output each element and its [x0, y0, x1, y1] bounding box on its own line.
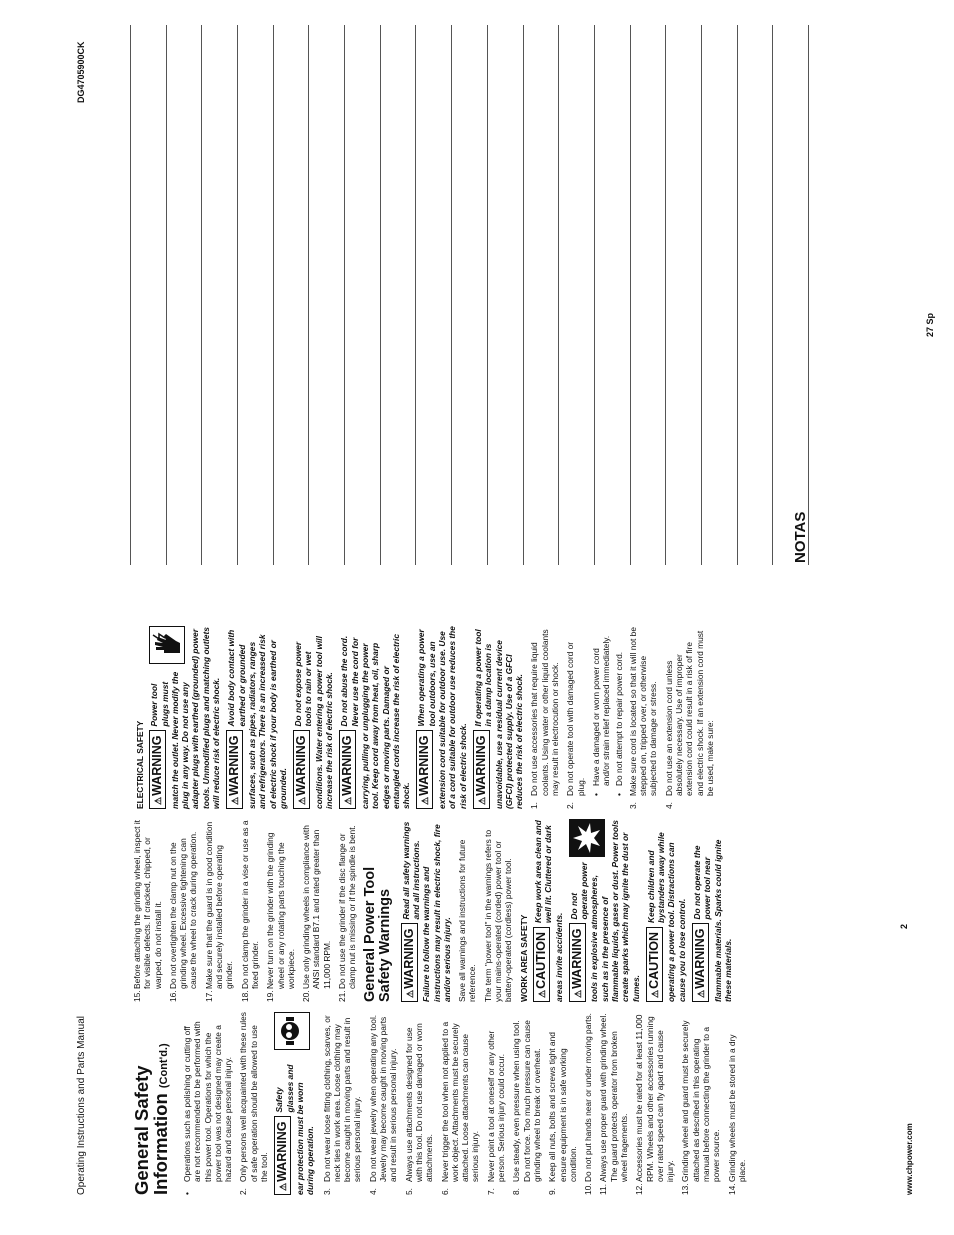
caution-triangle-icon: ⚠: [536, 989, 547, 998]
note-line: [451, 25, 452, 565]
bullet-item: • Operations such as polishing or cutting off are not recommended to be performed with this power tool. Operations for which the power tool was not designed may create a hazard and cause personal injury.: [182, 1021, 234, 1195]
item-number: 19.: [265, 990, 276, 1002]
item-number: 20.: [301, 990, 312, 1002]
list-item: [680, 1012, 721, 1195]
list-item: [168, 819, 199, 1002]
warning-signal: ⚠WARNING: [401, 924, 418, 1003]
note-line: [237, 25, 238, 565]
list-item: [598, 1012, 629, 1195]
col2-list: [132, 819, 358, 1002]
item-number: 9.: [547, 1188, 558, 1195]
note-line: [665, 25, 666, 565]
warning-signal: ⚠WARNING: [569, 924, 586, 1003]
item-text: Do not wear loose fitting clothing, scarves, or neck ties in work area. Loose clothing may become caught in moving parts and result in serious personal injury.: [321, 1015, 363, 1182]
item-text: Never point a tool at oneself or any other person. Serious injury could occur.: [485, 1030, 507, 1182]
item-text: Do not put hands near or under moving parts.: [583, 1013, 594, 1182]
note-line: [737, 25, 738, 565]
column-1: [132, 1012, 752, 1195]
title-suffix: (Cont'd.): [158, 1043, 170, 1089]
manual-title: Operating Instructions and Parts Manual: [76, 1016, 87, 1195]
note-line: [523, 25, 524, 565]
item-number: 7.: [485, 1188, 496, 1195]
list-item: [337, 819, 358, 1002]
note-line: [808, 25, 809, 565]
list-item: [634, 1012, 675, 1195]
warning-block-plugs: ⚠WARNING Power tool plugs must match the outlet. Never modify the plug in any way. Do not use any adapter plugs with earthed (grounded) power tools. Unmodified plugs and matching outlets will reduce risk of electric shock.: [149, 627, 222, 809]
page-number-right: 27 Sp: [925, 312, 935, 337]
item-text: Make sure cord is located so that it will not be stepped on, tripped over, or otherwise subjected to damage or stress.: [627, 627, 659, 796]
note-line: [201, 25, 202, 565]
warning-block-explosive: ⚠WARNING Do not operate power tools in explosive atmospheres, such as in the presence of flammable liquids, gases or dust. Power tools create sparks which may ignite the dust or fumes.: [568, 820, 641, 1002]
warning-triangle-icon: ⚠: [278, 1182, 289, 1191]
item-number: 8.: [511, 1188, 522, 1195]
item-number: 18.: [239, 990, 250, 1002]
list-item: [440, 1012, 481, 1195]
item-number: 10.: [583, 1183, 594, 1195]
right-page: [0, 0, 954, 605]
item-number: 13.: [680, 1183, 691, 1195]
warning-signal: ⚠WARNING: [416, 731, 433, 810]
electric-shock-hand-icon: [149, 626, 185, 664]
list-item: [240, 819, 261, 1002]
note-line: [344, 25, 345, 565]
list-item: [368, 1012, 399, 1195]
warning-triangle-icon: ⚠: [297, 796, 308, 805]
list-item: [265, 819, 296, 1002]
note-line: [130, 25, 131, 565]
caution-triangle-icon: ⚠: [649, 989, 660, 998]
note-line: [380, 25, 381, 565]
list-item: [727, 1012, 748, 1195]
col1-list: [322, 1012, 748, 1195]
note-line: [308, 25, 309, 565]
item-text: Accessories must be rated for at least 11,000 RPM. Wheels and other accessories running over rated speed can fly apart and cause injury.: [634, 1014, 676, 1182]
warning-triangle-icon: ⚠: [476, 796, 487, 805]
page-number-left: 2: [899, 923, 909, 929]
item-text: Make sure that the guard is in good condition and securely installed before operating grinder.: [203, 821, 235, 989]
section-title-general-safety: [132, 1012, 174, 1195]
column-3: [132, 626, 720, 809]
item-number: 16.: [167, 990, 178, 1002]
note-line: [772, 25, 773, 565]
col3-list: [529, 626, 585, 809]
item-text: Keep all nuts, bolts and screws tight and ensure equipment is in safe working condition.: [547, 1032, 578, 1182]
electrical-safety-heading: ELECTRICAL SAFETY: [135, 720, 145, 809]
item-number: 14.: [726, 1183, 737, 1195]
sub-item: [591, 626, 612, 796]
warning-triangle-icon: ⚠: [343, 796, 354, 805]
caution-block-children: ⚠CAUTION Keep children and bystanders away while operating a power tool. Distractions can cause you to lose control.: [645, 832, 687, 1002]
warning-block-cord: ⚠WARNING Do not abuse the cord. Never use the cord for carrying, pulling or unplugging the power tool. Keep cord away from heat, oil, sharp edges or moving parts. Damaged or entangled cords increase the risk of electric shock.: [339, 633, 412, 809]
warning-signal: ⚠WARNING: [293, 731, 310, 810]
item-text: Never turn on the grinder with the grinding wheel or any rotating parts touching the workpiece.: [265, 832, 296, 989]
item-text: Do not wear jewelry when operating any tool. Jewelry may become caught in moving parts and result in serious personal injury.: [367, 1014, 399, 1182]
item-text: Use only grinding wheels in compliance with ANSI standard B7.1 and rated greater than 11,000 RPM.: [301, 825, 332, 989]
warning-signal: ⚠WARNING: [692, 924, 709, 1003]
item-text: Never trigger the tool when not applied to a work object. Attachments must be securely attached. Loose attachments can cause serious injury.: [439, 1021, 481, 1182]
item-number: 21.: [337, 990, 348, 1002]
note-line: [594, 25, 595, 565]
list-item: [486, 1012, 507, 1195]
item-text: Use steady, even pressure when using tool. Do not force. Too much pressure can cause grinding wheel to break or overheat.: [511, 1020, 542, 1182]
warning-block-rain: ⚠WARNING Do not expose power tools to rain or wet conditions. Water entering a power tool will increase the risk of electric shock.: [293, 636, 335, 809]
section-title-power-tool: General Power Tool Safety Warnings: [361, 866, 394, 1002]
item-text: Do not use the grinder if the disc flange or clamp nut is missing or if the spindle is bent.: [337, 825, 358, 989]
list-item: [628, 626, 659, 809]
col3-sub-list: [591, 626, 625, 809]
notes-title: NOTAS: [792, 511, 809, 563]
item-number: 4.: [663, 802, 674, 809]
item-text: Do not overtighten the clamp nut on the grinding wheel. Excessive tightening can cause the wheel to crack during operation.: [167, 831, 199, 989]
bullet-icon: •: [614, 793, 625, 796]
sub-item: [614, 626, 624, 796]
item-number: 1.: [529, 802, 540, 809]
model-number: DG4705900CK: [76, 41, 86, 103]
warning-triangle-icon: ⚠: [230, 796, 241, 805]
warning-triangle-icon: ⚠: [153, 796, 164, 805]
list-item: [583, 1012, 593, 1195]
warning-triangle-icon: ⚠: [572, 989, 583, 998]
warning-block-flammable: ⚠WARNING Do not operate the power tool near flammable materials. Sparks could ignite these materials.: [692, 839, 733, 1002]
list-item: [301, 819, 332, 1002]
note-line: [558, 25, 559, 565]
sub-item-text: Do not attempt to repair power cord.: [614, 651, 625, 786]
warning-signal: ⚠WARNING: [274, 1117, 291, 1196]
col3-list-after: [628, 626, 715, 809]
item-text: Grinding wheel and guard must be securely attached as described in this operating manual before connecting the grinder to a power source.: [680, 1020, 722, 1182]
list-item: [404, 1012, 435, 1195]
caution-signal: ⚠CAUTION: [533, 927, 550, 1002]
website: www.chpower.com: [905, 1123, 914, 1195]
item-number: 5.: [403, 1188, 414, 1195]
item-text: Always use attachments designed for use with this tool. Do not use damaged or worn attachments.: [403, 1023, 435, 1182]
warning-signal: ⚠WARNING: [226, 731, 243, 810]
safety-glasses-ear-protection-icon: [274, 1012, 310, 1050]
explosion-icon: [569, 819, 605, 857]
item-number: 3.: [627, 802, 638, 809]
item-number: 3.: [321, 1188, 332, 1195]
warning-triangle-icon: ⚠: [696, 989, 707, 998]
list-item: [322, 1012, 363, 1195]
warning-block-glasses: [274, 1012, 315, 1195]
title-line-2: Information: [150, 1093, 171, 1195]
item-number: 12.: [634, 1183, 645, 1195]
item-number: 4.: [367, 1188, 378, 1195]
note-line: [487, 25, 488, 565]
list-item: [529, 626, 560, 809]
list-item: [664, 626, 715, 809]
bullet-icon: •: [182, 1192, 192, 1195]
item-text: Do not clamp the grinder in a vise or use as a fixed grinder.: [239, 820, 260, 989]
list-item: [565, 626, 586, 809]
list-item: [547, 1012, 578, 1195]
warning-signal: ⚠WARNING: [339, 731, 356, 810]
warning-signal: ⚠WARNING: [473, 731, 490, 810]
item-text: Do not use an extension cord unless absolutely necessary. Use of improper extension cord could result in a risk of fire and electric shock. If an extension cord must be used, make sure:: [663, 630, 715, 796]
list-item: 2. Only persons well acquainted with these rules of safe operation should be allowed to use the tool.: [238, 1012, 270, 1195]
warning-signal: ⚠WARNING: [149, 731, 166, 810]
bullet-icon: •: [590, 793, 601, 796]
warning-block-body: ⚠WARNING Avoid body contact with earthed or grounded surfaces, such as pipes, radiators, ranges and refrigerators. There is an increased risk of electric shock if your body is earthed or grounded.: [226, 629, 288, 809]
item-number: 6.: [439, 1188, 450, 1195]
note-line: [701, 25, 702, 565]
list-item: [204, 819, 235, 1002]
item-text: Before attaching the grinding wheel, inspect it for visible defects. If cracked, chipped, or warped, do not install it.: [132, 819, 163, 989]
save-text: Save all warnings and instructions for future reference.: [457, 839, 478, 1002]
item-number: 15.: [132, 990, 142, 1002]
item-text: Do not use accessories that require liquid coolants. Using water or other liquid coolants may result in electrocution or shock.: [529, 629, 560, 796]
warning-block-damp: ⚠WARNING If operating a power tool in a damp location is unavoidable, use a residual current device (GFCI) protected supply. Use of a GFCI reduces the risk of electric shock.: [472, 629, 525, 809]
item-text: Always use proper guard with grinding wheel. The guard protects operator from broken wheel fragements.: [598, 1013, 629, 1182]
warning-block-outdoor: ⚠WARNING When operating a power tool outdoors, use an extension cord suitable for outdoor use. Use of a cord suitable for outdoor use reduces the risk of electric shock.: [416, 626, 468, 809]
warning-triangle-icon: ⚠: [420, 796, 431, 805]
sub-item-text: Have a damaged or worn power cord and/or strain relief replaced immediately.: [590, 635, 612, 786]
work-area-heading: WORK AREA SAFETY: [518, 914, 529, 1002]
note-line: [630, 25, 631, 565]
item-text: Do not operate tool with damaged cord or plug.: [565, 641, 586, 796]
list-item: [511, 1012, 542, 1195]
list-item: [132, 819, 163, 1002]
term-text: The term "power tool" in the warnings refers to your mains-operated (corded) power tool or battery-operated (cordless) power tool.: [482, 829, 514, 1002]
warning-block-read: ⚠WARNING Read all safety warnings and all instructions. Failure to follow the warnings and instructions may result in electric shock, fire and/or serious injury.: [400, 821, 452, 1002]
note-line: [415, 25, 416, 565]
item-number: 11.: [598, 1183, 609, 1195]
caution-block-work-area: ⚠CAUTION Keep work area clean and well lit. Cluttered or dark areas invite accidents.: [532, 820, 564, 1002]
item-number: 17.: [203, 990, 214, 1002]
item-text: Grinding wheels must be stored in a dry place.: [726, 1034, 747, 1182]
note-line: [166, 25, 167, 565]
warning-triangle-icon: ⚠: [404, 989, 415, 998]
left-page: [0, 605, 954, 1235]
title-line-1: General Safety: [131, 1065, 152, 1195]
item-number: 2.: [565, 802, 576, 809]
note-line: [273, 25, 274, 565]
caution-signal: ⚠CAUTION: [646, 927, 663, 1002]
column-2: [132, 819, 738, 1002]
warning-text: Safety glasses and ear protection must be worn during operation.: [274, 1064, 316, 1195]
